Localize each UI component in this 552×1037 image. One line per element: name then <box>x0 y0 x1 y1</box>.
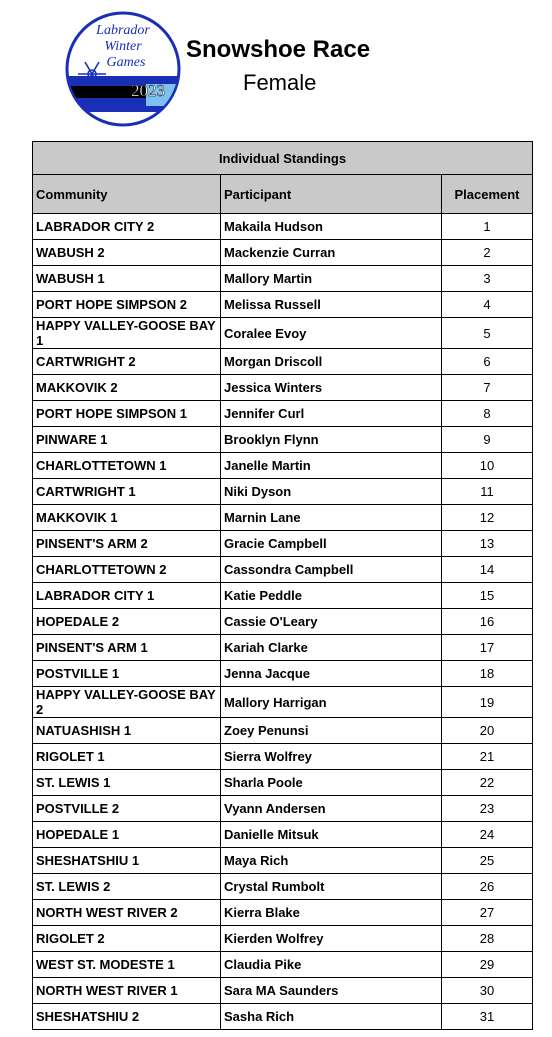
table-row <box>33 661 533 687</box>
participant-cell: Sara MA Saunders <box>221 978 442 1004</box>
logo-year: 2023 <box>131 81 165 100</box>
community-cell: CARTWRIGHT 1 <box>33 479 221 505</box>
table-row <box>33 531 533 557</box>
table-row <box>33 900 533 926</box>
placement-cell: 2 <box>442 240 533 266</box>
participant-cell: Mallory Martin <box>221 266 442 292</box>
placement-cell: 21 <box>442 744 533 770</box>
table-row <box>33 583 533 609</box>
table-row <box>33 796 533 822</box>
community-cell: WABUSH 2 <box>33 240 221 266</box>
participant-cell: Niki Dyson <box>221 479 442 505</box>
table-row <box>33 952 533 978</box>
table-row <box>33 978 533 1004</box>
table-row <box>33 609 533 635</box>
participant-cell: Janelle Martin <box>221 453 442 479</box>
placement-cell: 23 <box>442 796 533 822</box>
participant-cell: Katie Peddle <box>221 583 442 609</box>
community-cell: LABRADOR CITY 2 <box>33 214 221 240</box>
table-row <box>33 214 533 240</box>
column-header-community: Community <box>33 175 221 214</box>
community-cell: HAPPY VALLEY-GOOSE BAY 1 <box>33 318 221 349</box>
table-row <box>33 401 533 427</box>
community-cell: RIGOLET 1 <box>33 744 221 770</box>
community-cell: NORTH WEST RIVER 2 <box>33 900 221 926</box>
placement-cell: 25 <box>442 848 533 874</box>
logo-line2: Winter <box>104 39 142 54</box>
table-row <box>33 926 533 952</box>
community-cell: NATUASHISH 1 <box>33 718 221 744</box>
table-row <box>33 375 533 401</box>
placement-cell: 19 <box>442 687 533 718</box>
table-row <box>33 687 533 718</box>
placement-cell: 18 <box>442 661 533 687</box>
participant-cell: Cassie O'Leary <box>221 609 442 635</box>
table-row <box>33 505 533 531</box>
community-cell: HOPEDALE 2 <box>33 609 221 635</box>
table-row <box>33 822 533 848</box>
table-row <box>33 635 533 661</box>
participant-cell: Vyann Andersen <box>221 796 442 822</box>
community-cell: WEST ST. MODESTE 1 <box>33 952 221 978</box>
placement-cell: 12 <box>442 505 533 531</box>
placement-cell: 20 <box>442 718 533 744</box>
community-cell: PORT HOPE SIMPSON 2 <box>33 292 221 318</box>
participant-cell: Makaila Hudson <box>221 214 442 240</box>
placement-cell: 14 <box>442 557 533 583</box>
placement-cell: 29 <box>442 952 533 978</box>
table-row <box>33 1004 533 1030</box>
participant-cell: Melissa Russell <box>221 292 442 318</box>
placement-cell: 10 <box>442 453 533 479</box>
community-cell: POSTVILLE 2 <box>33 796 221 822</box>
participant-cell: Kariah Clarke <box>221 635 442 661</box>
table-body <box>33 214 533 1030</box>
placement-cell: 9 <box>442 427 533 453</box>
community-cell: PORT HOPE SIMPSON 1 <box>33 401 221 427</box>
community-cell: PINSENT'S ARM 2 <box>33 531 221 557</box>
placement-cell: 22 <box>442 770 533 796</box>
community-cell: SHESHATSHIU 1 <box>33 848 221 874</box>
community-cell: CARTWRIGHT 2 <box>33 349 221 375</box>
placement-cell: 15 <box>442 583 533 609</box>
participant-cell: Maya Rich <box>221 848 442 874</box>
table-row <box>33 266 533 292</box>
community-cell: RIGOLET 2 <box>33 926 221 952</box>
participant-cell: Kierden Wolfrey <box>221 926 442 952</box>
community-cell: CHARLOTTETOWN 2 <box>33 557 221 583</box>
page-subtitle: Female <box>243 70 317 95</box>
participant-cell: Brooklyn Flynn <box>221 427 442 453</box>
placement-cell: 1 <box>442 214 533 240</box>
column-header-placement: Placement <box>442 175 533 214</box>
placement-cell: 28 <box>442 926 533 952</box>
logo-line1: Labrador <box>96 23 150 38</box>
page-title: Snowshoe Race <box>186 36 371 63</box>
participant-cell: Claudia Pike <box>221 952 442 978</box>
participant-cell: Jessica Winters <box>221 375 442 401</box>
community-cell: HOPEDALE 1 <box>33 822 221 848</box>
participant-cell: Crystal Rumbolt <box>221 874 442 900</box>
participant-cell: Mallory Harrigan <box>221 687 442 718</box>
labrador-winter-games-logo <box>62 10 184 128</box>
participant-cell: Zoey Penunsi <box>221 718 442 744</box>
placement-cell: 24 <box>442 822 533 848</box>
placement-cell: 11 <box>442 479 533 505</box>
table-row <box>33 349 533 375</box>
table-row <box>33 718 533 744</box>
placement-cell: 13 <box>442 531 533 557</box>
participant-cell: Mackenzie Curran <box>221 240 442 266</box>
logo-line3: Games <box>106 55 146 70</box>
table-row <box>33 318 533 349</box>
community-cell: HAPPY VALLEY-GOOSE BAY 2 <box>33 687 221 718</box>
participant-cell: Jenna Jacque <box>221 661 442 687</box>
participant-cell: Marnin Lane <box>221 505 442 531</box>
table-row <box>33 770 533 796</box>
placement-cell: 6 <box>442 349 533 375</box>
community-cell: ST. LEWIS 2 <box>33 874 221 900</box>
participant-cell: Sharla Poole <box>221 770 442 796</box>
community-cell: LABRADOR CITY 1 <box>33 583 221 609</box>
table-row <box>33 479 533 505</box>
community-cell: PINSENT'S ARM 1 <box>33 635 221 661</box>
community-cell: CHARLOTTETOWN 1 <box>33 453 221 479</box>
placement-cell: 31 <box>442 1004 533 1030</box>
table-row <box>33 557 533 583</box>
participant-cell: Kierra Blake <box>221 900 442 926</box>
column-header-participant: Participant <box>221 175 442 214</box>
table-row <box>33 453 533 479</box>
placement-cell: 5 <box>442 318 533 349</box>
community-cell: PINWARE 1 <box>33 427 221 453</box>
table-caption: Individual Standings <box>33 142 533 175</box>
participant-cell: Jennifer Curl <box>221 401 442 427</box>
placement-cell: 4 <box>442 292 533 318</box>
table-row <box>33 292 533 318</box>
table-row <box>33 874 533 900</box>
table-caption-row <box>33 142 533 175</box>
participant-cell: Cassondra Campbell <box>221 557 442 583</box>
placement-cell: 8 <box>442 401 533 427</box>
participant-cell: Morgan Driscoll <box>221 349 442 375</box>
participant-cell: Sasha Rich <box>221 1004 442 1030</box>
community-cell: MAKKOVIK 2 <box>33 375 221 401</box>
community-cell: WABUSH 1 <box>33 266 221 292</box>
placement-cell: 30 <box>442 978 533 1004</box>
placement-cell: 27 <box>442 900 533 926</box>
standings-table <box>32 141 533 1030</box>
community-cell: SHESHATSHIU 2 <box>33 1004 221 1030</box>
community-cell: ST. LEWIS 1 <box>33 770 221 796</box>
table-header-row <box>33 175 533 214</box>
community-cell: NORTH WEST RIVER 1 <box>33 978 221 1004</box>
placement-cell: 17 <box>442 635 533 661</box>
placement-cell: 7 <box>442 375 533 401</box>
table-row <box>33 744 533 770</box>
participant-cell: Coralee Evoy <box>221 318 442 349</box>
placement-cell: 3 <box>442 266 533 292</box>
participant-cell: Danielle Mitsuk <box>221 822 442 848</box>
placement-cell: 16 <box>442 609 533 635</box>
community-cell: POSTVILLE 1 <box>33 661 221 687</box>
participant-cell: Sierra Wolfrey <box>221 744 442 770</box>
participant-cell: Gracie Campbell <box>221 531 442 557</box>
placement-cell: 26 <box>442 874 533 900</box>
table-row <box>33 240 533 266</box>
table-row <box>33 848 533 874</box>
table-row <box>33 427 533 453</box>
community-cell: MAKKOVIK 1 <box>33 505 221 531</box>
